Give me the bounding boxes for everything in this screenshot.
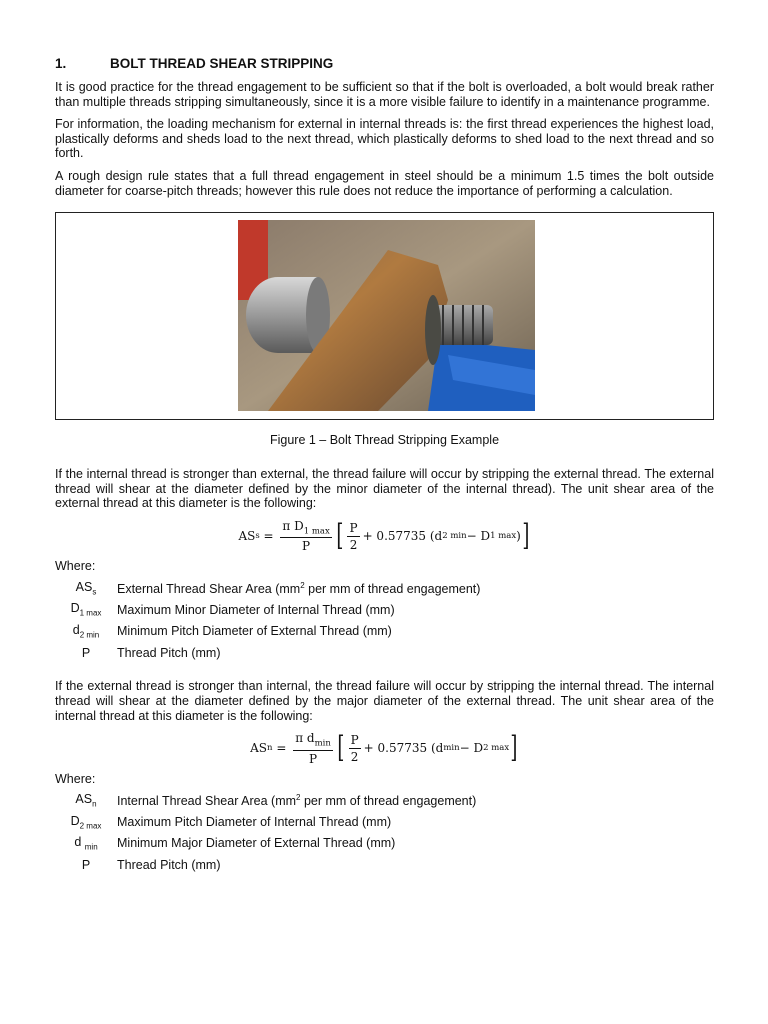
fraction: $\frac{\pi d_{min}}{P}$ xyxy=(295,731,331,766)
where-label: Where: xyxy=(55,559,96,574)
definition-row: $D_{1 max}$ Maximum Minor Diameter of Internal Thread (mm) xyxy=(70,601,395,618)
definition-row: P Thread Pitch (mm) xyxy=(81,857,221,872)
fraction: $\frac{P}{2}$ xyxy=(350,732,359,764)
document-page xyxy=(55,56,714,876)
equation-external-shear-area: AS s = $\frac{\pi D_{1 max}}{P}$ [ $\frac{P}{2}$ + 0.57735 (d 2 min − D 1 max ) ] xyxy=(238,518,530,554)
definitions-list-2 xyxy=(55,790,714,876)
definition-row: $d_{2 min}$ Minimum Pitch Diameter of External Thread (mm) xyxy=(72,622,392,640)
paragraph: If the internal thread is stronger than external, the thread failure will occur by stripping the external thread. The external thread will shear at the diameter defined by the minor diameter of the internal thread). The unit shear area of the external thread at this diameter is the following: xyxy=(55,467,714,511)
definition-row: $D_{2 max}$ Maximum Pitch Diameter of Internal Thread (mm) xyxy=(70,813,392,830)
section-title: BOLT THREAD SHEAR STRIPPING xyxy=(110,56,334,71)
figure-frame xyxy=(55,212,714,420)
where-label: Where: xyxy=(55,771,96,786)
section-number: 1. xyxy=(55,56,67,71)
section-heading xyxy=(55,56,714,71)
equation-internal-shear-area: AS n = $\frac{\pi d_{min}}{P}$ [ $\frac{P}{2}$ + 0.57735 (d min − D 2 max ] xyxy=(250,730,518,766)
paragraph: For information, the loading mechanism for external in internal threads is: the first thread experiences the highest load, plastically deforms and sheds load to the next thread, which plastically deforms to shed load to the next thread and so forth. xyxy=(55,117,714,161)
fraction: $\frac{P}{2}$ xyxy=(349,520,358,552)
paragraph: If the external thread is stronger than internal, the thread failure will occur by stripping the internal thread. The internal thread will shear at the diameter defined by the major diameter of the external thread. The unit shear area of the internal thread at this diameter is the following: xyxy=(55,679,714,723)
definition-row: d $_{min}$ Minimum Major Diameter of External Thread (mm) xyxy=(74,835,396,852)
definition-row: $AS_s$ External Thread Shear Area ($mm^2$ per mm of thread engagement) xyxy=(75,579,481,597)
definitions-list-1 xyxy=(55,577,714,663)
paragraph: It is good practice for the thread engagement to be sufficient so that if the bolt is overloaded, a bolt would break rather than multiple threads stripping simultaneously, since it is a more visible failure to identify in a maintenance programme. xyxy=(55,80,714,109)
figure-caption: Figure 1 – Bolt Thread Stripping Example xyxy=(269,433,500,448)
paragraph: A rough design rule states that a full thread engagement in steel should be a minimum 1.5 times the bolt outside diameter for coarse-pitch threads; however this rule does not reduce the importance of performing a calculation. xyxy=(55,168,714,198)
definition-row: P Thread Pitch (mm) xyxy=(81,645,221,660)
fraction: $\frac{\pi D_{1 max}}{P}$ xyxy=(282,518,330,554)
definition-row: $AS_n$ Internal Thread Shear Area ($mm^2$ per mm of thread engagement) xyxy=(75,792,477,809)
bolt-stripping-photo xyxy=(238,220,535,411)
